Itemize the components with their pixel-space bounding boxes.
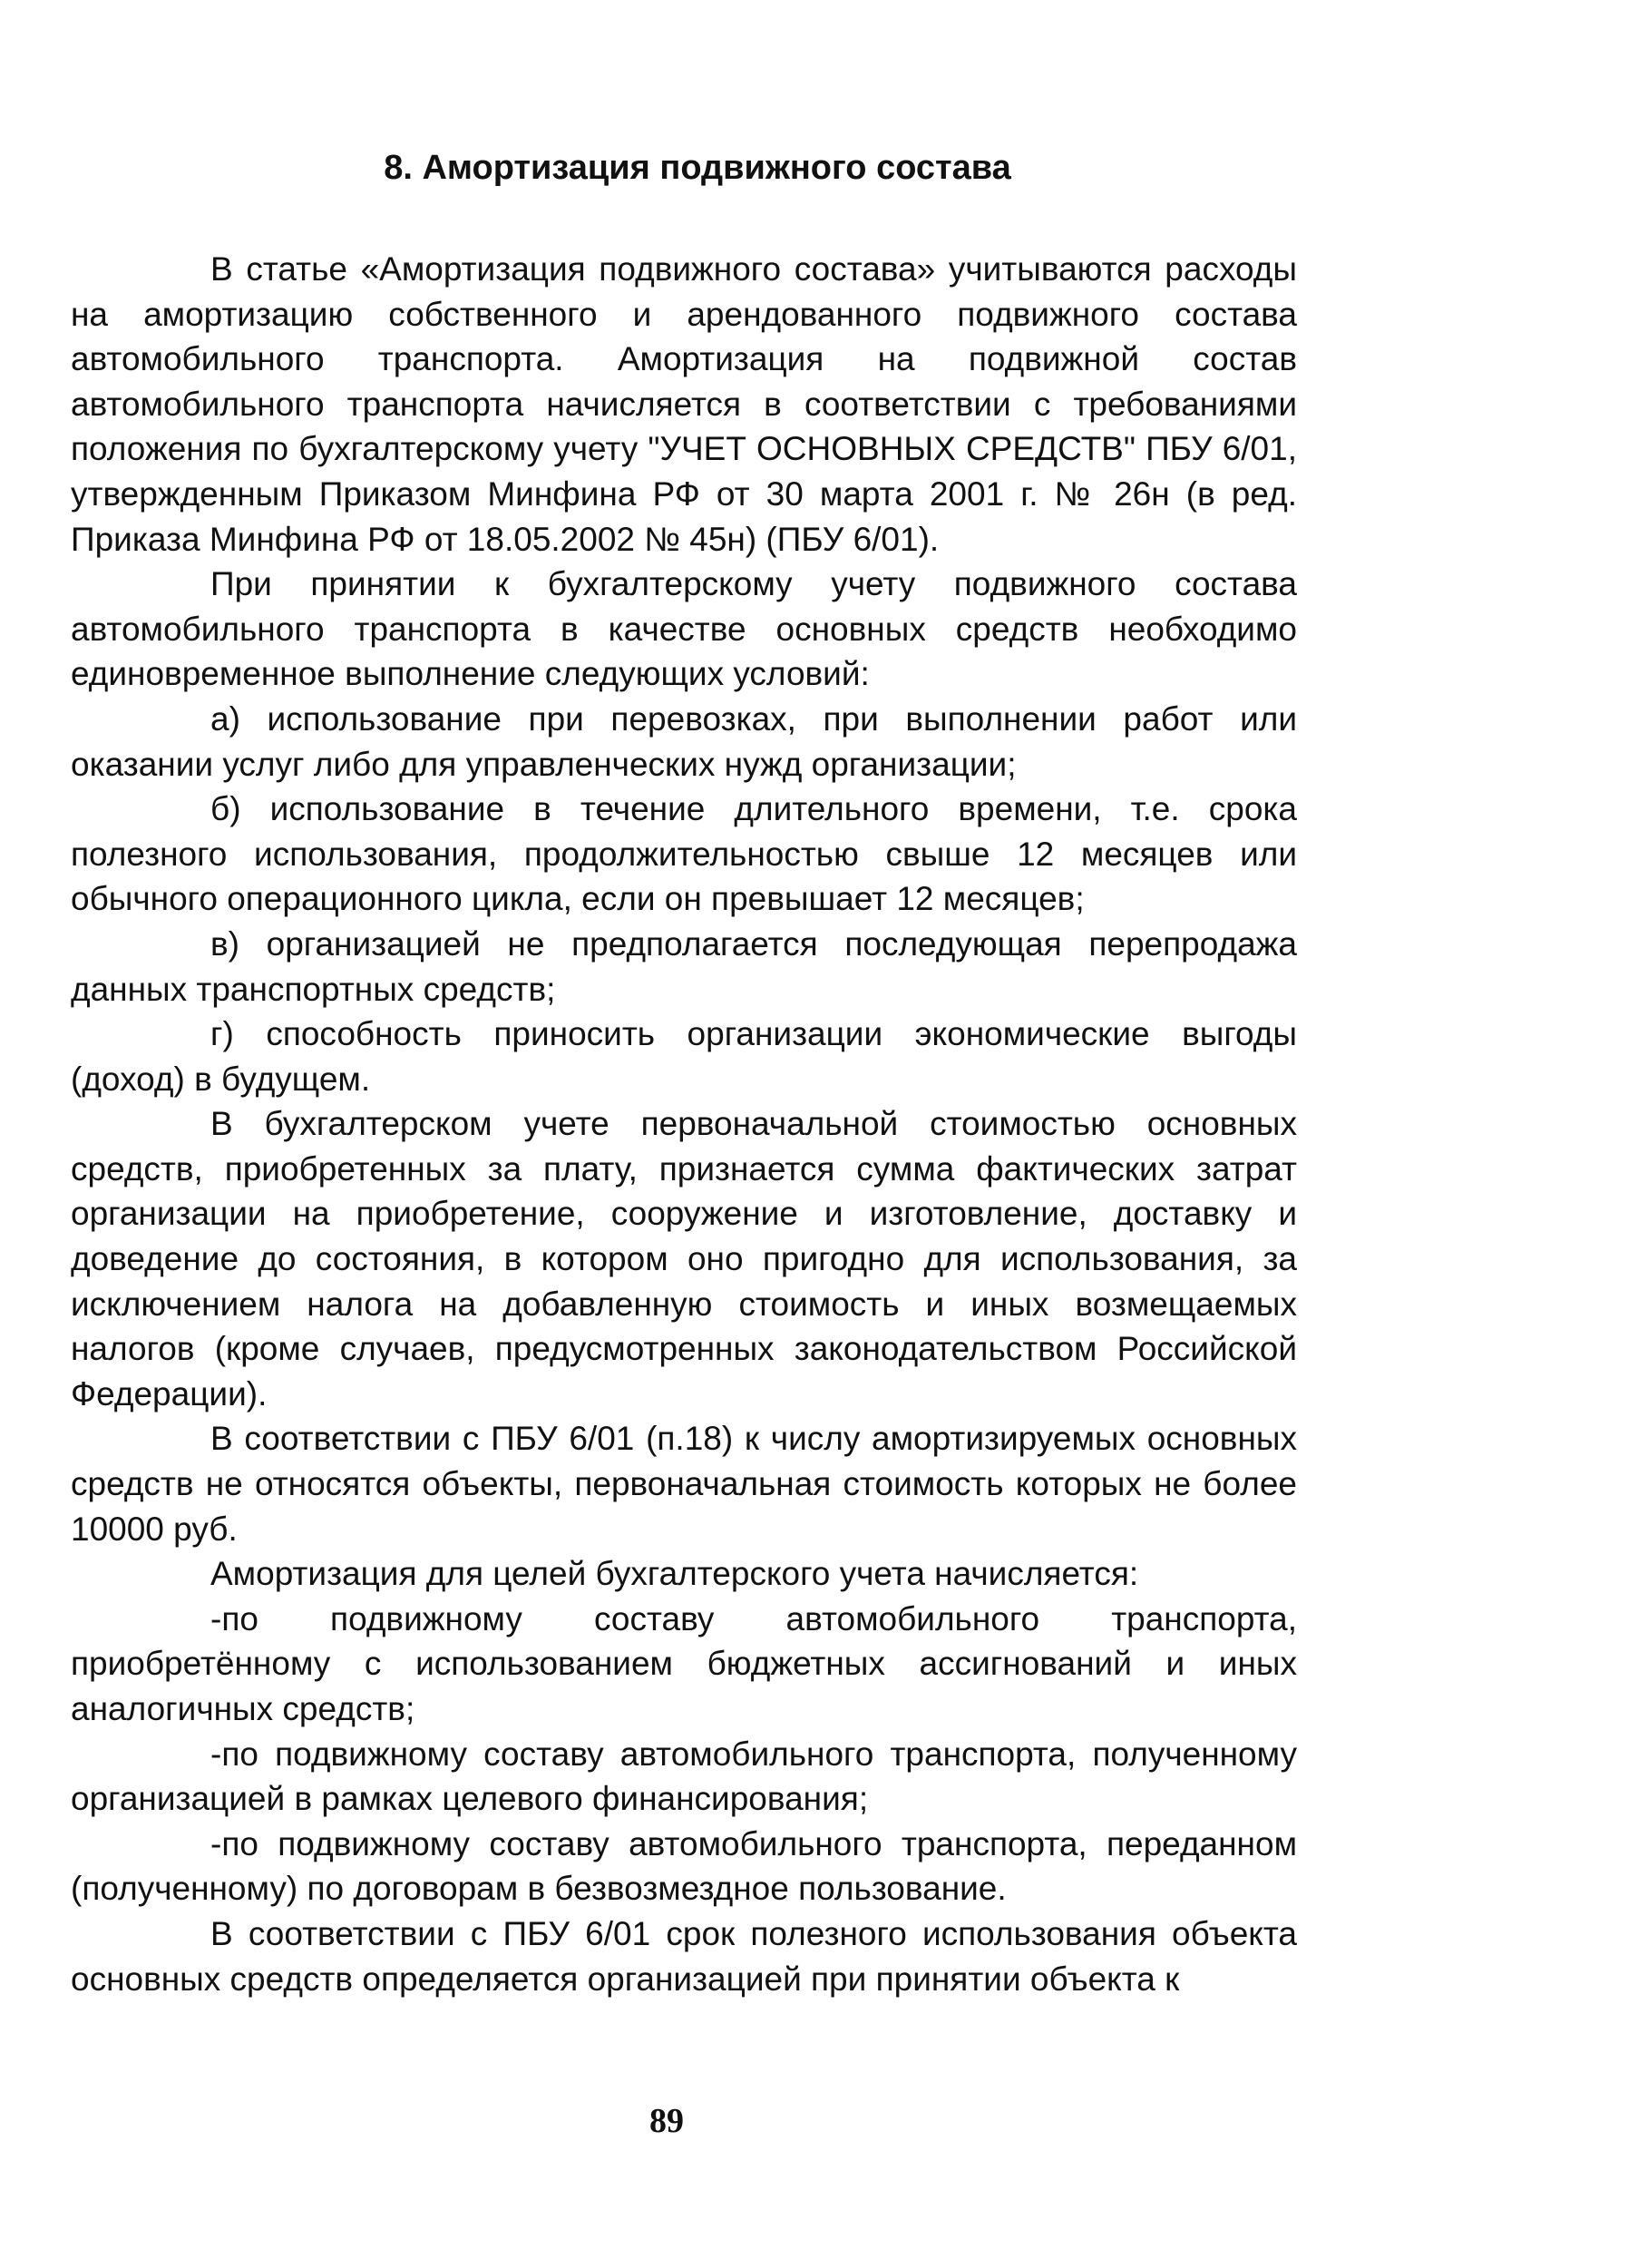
paragraph-initial-cost: В бухгалтерском учете первоначальной стоимостью основных средств, приобретенных за плату, признается сумма фактических затрат организации на приобретение, сооружение и изготовление, доставку и доведение до состояния, в котором оно пригодно для использования, за исключением налога на добавленную стоимость и иных возмещаемых налогов (кроме случаев, предусмотренных законодательством Российской Федерации). <box>71 1105 1297 1413</box>
dash-item-target-financing: -по подвижному составу автомобильного транспорта, полученному организацией в рамках целевого финансирования; <box>71 1735 1297 1818</box>
paragraph-1: В статье «Амортизация подвижного состава» учитываются расходы на амортизацию собственного и арендованного подвижного состава автомобильного транспорта. Амортизация на подвижной состав автомобильного транспорта начисляется в соответствии с требованиями положения по бухгалтерскому учету "УЧЕТ ОСНОВНЫХ СРЕДСТВ" ПБУ 6/01, утвержденным Приказом Минфина РФ от 30 марта 2001 г. № 26н (в ред. Приказа Минфина РФ от 18.05.2002 № 45н) (ПБУ 6/01). <box>71 250 1297 558</box>
dash-item-free-use: -по подвижному составу автомобильного транспорта, переданном (полученному) по договорам в безвозмездное пользование. <box>71 1824 1297 1908</box>
paragraph-depreciation-intro: Амортизация для целей бухгалтерского учета начисляется: <box>210 1555 1139 1593</box>
list-item-v: в) организацией не предполагается последующая перепродажа данных транспортных средств; <box>71 924 1297 1008</box>
list-item-g: г) способность приносить организации экономические выгоды (доход) в будущем. <box>71 1015 1297 1098</box>
document-page <box>71 145 1297 2001</box>
section-heading: 8. Амортизация подвижного состава <box>384 149 1011 187</box>
dash-item-budget: -по подвижному составу автомобильного транспорта, приобретённому с использованием бюджетных ассигнований и иных аналогичных средств; <box>71 1599 1297 1727</box>
paragraph-non-depreciable: В соответствии с ПБУ 6/01 (п.18) к числу амортизируемых основных средств не относятся объекты, первоначальная стоимость которых не более 10000 руб. <box>71 1420 1297 1548</box>
paragraph-useful-life: В соответствии с ПБУ 6/01 срок полезного использования объекта основных средств определяется организацией при принятии объекта к <box>71 1914 1297 1998</box>
list-item-b: б) использование в течение длительного времени, т.е. срока полезного использования, продолжительностью свыше 12 месяцев или обычного операционного цикла, если он превышает 12 месяцев; <box>71 790 1297 918</box>
paragraph-2: При принятии к бухгалтерскому учету подвижного состава автомобильного транспорта в качестве основных средств необходимо единовременное выполнение следующих условий: <box>71 565 1297 693</box>
page-number: 89 <box>649 2102 684 2140</box>
list-item-a: а) использование при перевозках, при выполнении работ или оказании услуг либо для управленческих нужд организации; <box>71 699 1297 783</box>
